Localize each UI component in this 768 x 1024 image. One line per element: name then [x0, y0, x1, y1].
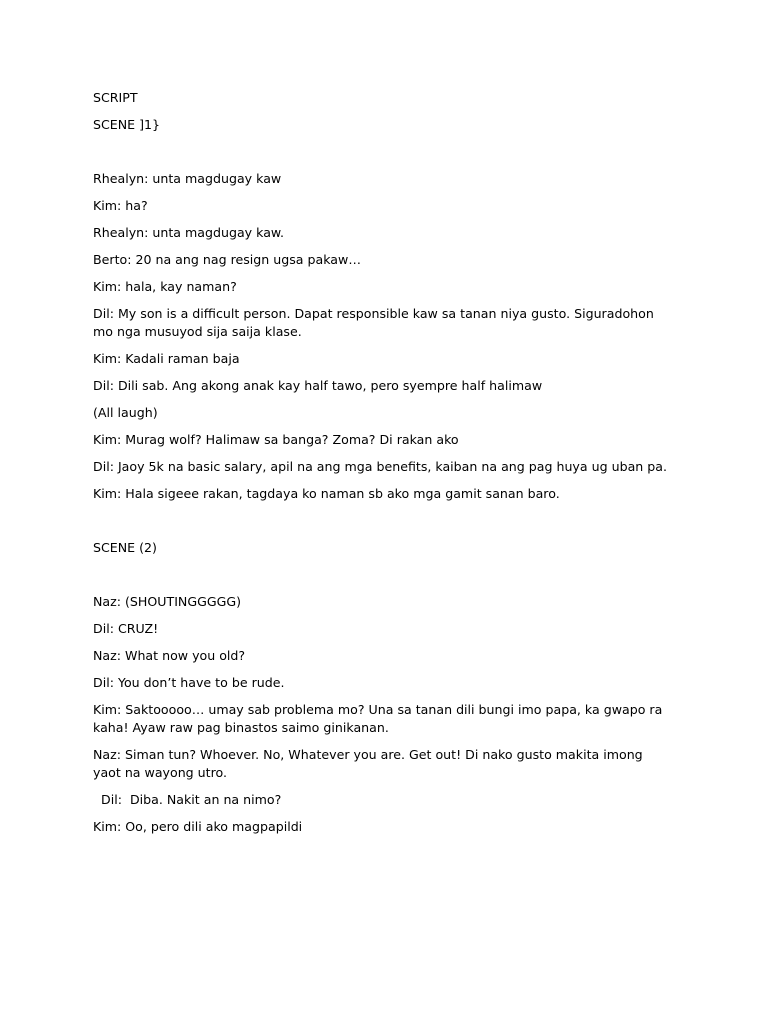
- blank-line: [93, 512, 673, 530]
- dialogue-line: Dil: CRUZ!: [93, 621, 159, 636]
- dialogue-line: Naz: Siman tun? Whoever. No, Whatever you are. Get out! Di nako gusto makita imong yaot na wayong utro.: [93, 747, 647, 780]
- dialogue-line: Berto: 20 na ang nag resign ugsa pakaw…: [93, 252, 361, 267]
- dialogue-line: Dil: Jaoy 5k na basic salary, apil na ang mga benefits, kaiban na ang pag huya ug uban pa.: [93, 459, 667, 474]
- dialogue-line: Rhealyn: unta magdugay kaw: [93, 171, 282, 186]
- dialogue-line: Dil: You don’t have to be rude.: [93, 675, 285, 690]
- blank-line: [93, 143, 673, 161]
- dialogue-line: Kim: hala, kay naman?: [93, 279, 237, 294]
- dialogue-line: Kim: Kadali raman baja: [93, 351, 240, 366]
- dialogue-line: Kim: Saktooooo… umay sab problema mo? Una sa tanan dili bungi imo papa, ka gwapo ra kaha! Ayaw raw pag binastos saimo ginikanan.: [93, 702, 667, 735]
- document-body: [93, 89, 673, 845]
- scene-1-heading: SCENE ]1}: [93, 117, 161, 132]
- dialogue-line: Dil: My son is a difficult person. Dapat responsible kaw sa tanan niya gusto. Siguradohon mo nga musuyod sija saija klase.: [93, 306, 658, 339]
- stage-direction: (All laugh): [93, 405, 158, 420]
- scene-2-heading: SCENE (2): [93, 540, 157, 555]
- dialogue-line: Kim: Hala sigeee rakan, tagdaya ko naman sb ako mga gamit sanan baro.: [93, 486, 560, 501]
- dialogue-line: Kim: Murag wolf? Halimaw sa banga? Zoma? Di rakan ako: [93, 432, 459, 447]
- dialogue-line: Rhealyn: unta magdugay kaw.: [93, 225, 285, 240]
- dialogue-line: Dil: Diba. Nakit an na nimo?: [93, 792, 282, 807]
- dialogue-line: Kim: ha?: [93, 198, 148, 213]
- blank-line: [93, 566, 673, 584]
- dialogue-line: Dil: Dili sab. Ang akong anak kay half tawo, pero syempre half halimaw: [93, 378, 543, 393]
- dialogue-line: Kim: Oo, pero dili ako magpapildi: [93, 819, 303, 834]
- script-title: SCRIPT: [93, 90, 138, 105]
- dialogue-line: Naz: What now you old?: [93, 648, 246, 663]
- dialogue-line: Naz: (SHOUTINGGGGG): [93, 594, 242, 609]
